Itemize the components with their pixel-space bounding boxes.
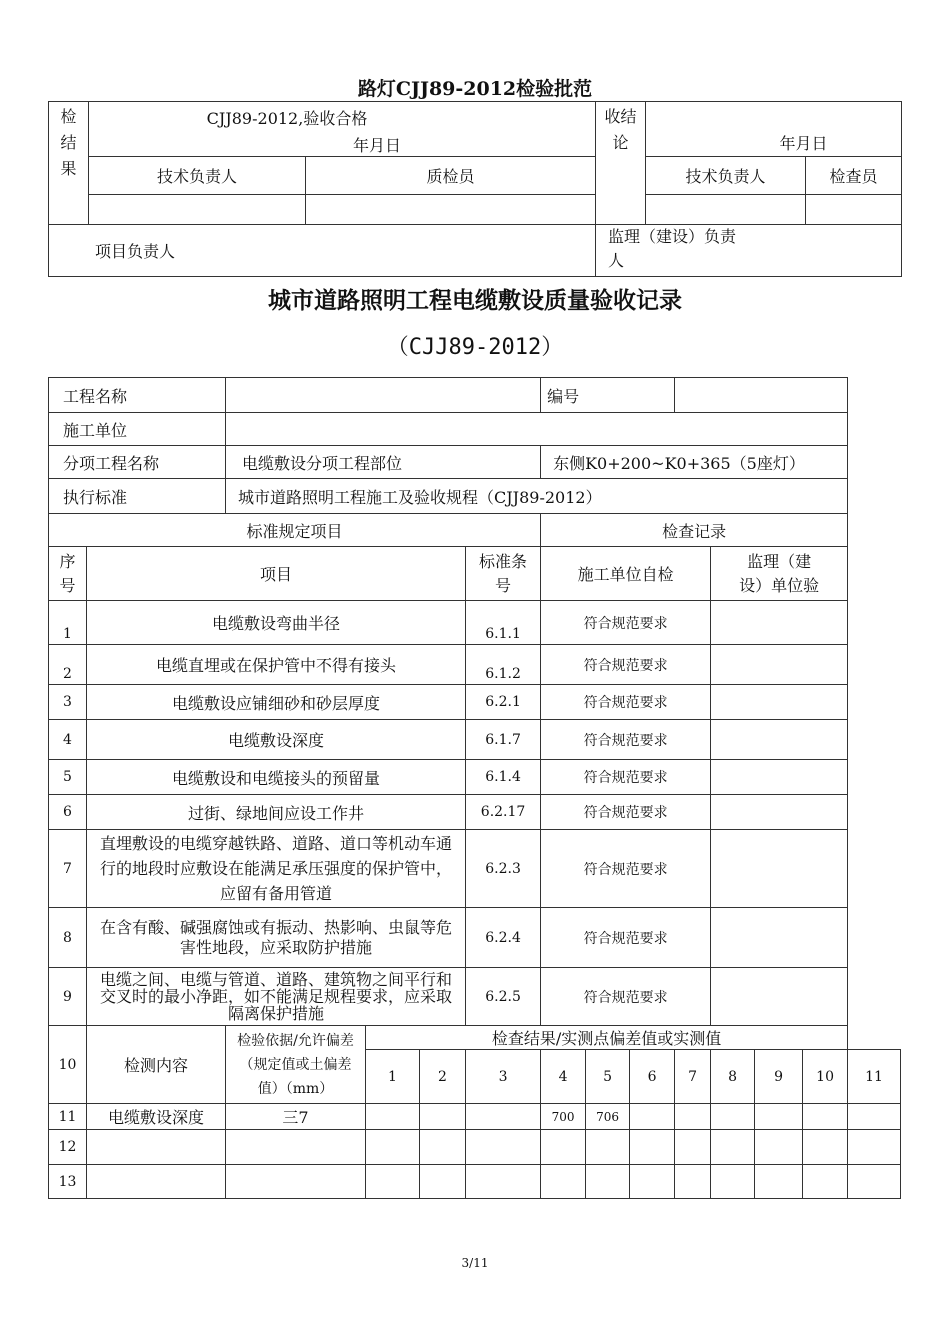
measure-col-header: 9 <box>755 1050 803 1104</box>
item-result: 符合规范要求 <box>541 685 711 720</box>
measure-value <box>420 1130 466 1165</box>
measure-value <box>675 1104 711 1130</box>
contractor-value <box>226 413 848 446</box>
measure-col-header: 3 <box>466 1050 541 1104</box>
measure-value <box>466 1165 541 1199</box>
measure-col-header: 8 <box>711 1050 755 1104</box>
measure-value <box>466 1130 541 1165</box>
table-row <box>49 720 901 760</box>
record-table <box>48 377 901 1199</box>
measure-no: 11 <box>49 1104 87 1130</box>
measure-basis-header: 检验依据/允许偏差 （规定值或土偏差 值）（mm） <box>226 1026 366 1104</box>
item-no: 1 <box>49 601 87 645</box>
item-clause: 6.2.1 <box>466 685 541 720</box>
table-row <box>49 1165 901 1199</box>
item-result: 符合规范要求 <box>541 601 711 645</box>
measure-value <box>541 1165 586 1199</box>
measure-basis: 三7 <box>226 1104 366 1130</box>
measure-value <box>630 1104 675 1130</box>
subitem-label: 分项工程名称 <box>49 446 226 479</box>
item-result: 符合规范要求 <box>541 830 711 908</box>
item-supervisor-cell <box>711 968 848 1026</box>
item-result: 符合规范要求 <box>541 645 711 685</box>
acceptance-conclusion-label: 收结 论 <box>596 102 646 225</box>
table-row <box>49 685 901 720</box>
item-no: 8 <box>49 908 87 968</box>
measure-no: 12 <box>49 1130 87 1165</box>
qc-inspector-signature <box>306 195 596 225</box>
signoff-table <box>48 101 902 277</box>
item-no: 4 <box>49 720 87 760</box>
measure-value <box>675 1165 711 1199</box>
inspector-signature <box>806 195 902 225</box>
measure-value <box>541 1130 586 1165</box>
table-row <box>49 908 901 968</box>
item-text: 电缆敷设和电缆接头的预留量 <box>87 760 466 795</box>
number-value <box>675 378 848 413</box>
measure-value <box>848 1130 901 1165</box>
item-text: 在含有酸、碱强腐蚀或有振动、热影响、虫鼠等危害性地段，应采取防护措施 <box>87 908 466 968</box>
contractor-label: 施工单位 <box>49 413 226 446</box>
table-row <box>49 760 901 795</box>
item-clause: 6.1.4 <box>466 760 541 795</box>
measure-no: 13 <box>49 1165 87 1199</box>
project-name-value <box>226 378 541 413</box>
measure-col-header: 11 <box>848 1050 901 1104</box>
measure-value <box>755 1104 803 1130</box>
measure-value <box>366 1165 420 1199</box>
item-supervisor-cell <box>711 795 848 830</box>
measure-value <box>630 1165 675 1199</box>
measure-value <box>803 1130 848 1165</box>
item-clause: 6.2.4 <box>466 908 541 968</box>
document-code: （CJJ89-2012） <box>386 335 564 360</box>
item-text: 电缆直埋或在保护管中不得有接头 <box>87 645 466 685</box>
item-clause: 6.1.7 <box>466 720 541 760</box>
measure-value <box>803 1165 848 1199</box>
tech-lead-label: 技术负责人 <box>89 157 306 195</box>
item-no: 7 <box>49 830 87 908</box>
item-supervisor-cell <box>711 720 848 760</box>
measure-value <box>755 1165 803 1199</box>
measure-value <box>420 1104 466 1130</box>
measure-value: 706 <box>586 1104 630 1130</box>
document-title: 城市道路照明工程电缆敷设质量验收记录 <box>268 288 682 314</box>
item-no: 5 <box>49 760 87 795</box>
clause-header: 标准条 号 <box>466 547 541 601</box>
measure-value <box>466 1104 541 1130</box>
tech-lead-label-2: 技术负责人 <box>646 157 806 195</box>
standard-label: 执行标准 <box>49 479 226 514</box>
standard-value: 城市道路照明工程施工及验收规程（CJJ89-2012） <box>226 479 848 514</box>
inspection-result-label: 检 结 果 <box>49 102 89 225</box>
measure-value <box>848 1165 901 1199</box>
measure-value <box>420 1165 466 1199</box>
item-clause: 6.2.5 <box>466 968 541 1026</box>
seq-header: 序 号 <box>49 547 87 601</box>
table-row <box>49 601 901 645</box>
measure-value: 700 <box>541 1104 586 1130</box>
item-text: 过街、绿地间应设工作井 <box>87 795 466 830</box>
table-row <box>49 795 901 830</box>
item-result: 符合规范要求 <box>541 795 711 830</box>
item-clause: 6.2.17 <box>466 795 541 830</box>
tech-lead-signature <box>89 195 306 225</box>
inspector-label: 检查员 <box>806 157 902 195</box>
item-result: 符合规范要求 <box>541 760 711 795</box>
location-value: 东侧K0+200~K0+365（5座灯） <box>541 446 848 479</box>
measure-value <box>675 1130 711 1165</box>
item-text: 电缆之间、电缆与管道、道路、建筑物之间平行和交叉时的最小净距，如不能满足规程要求，应采取隔离保护措施 <box>87 968 466 1026</box>
table-row <box>49 830 901 908</box>
measure-value <box>755 1130 803 1165</box>
measure-col-header: 1 <box>366 1050 420 1104</box>
measure-col-header: 2 <box>420 1050 466 1104</box>
self-check-header: 施工单位自检 <box>541 547 711 601</box>
measure-value <box>586 1130 630 1165</box>
number-label: 编号 <box>541 378 675 413</box>
item-no: 9 <box>49 968 87 1026</box>
item-no: 6 <box>49 795 87 830</box>
measure-col-header: 6 <box>630 1050 675 1104</box>
item-header: 项目 <box>87 547 466 601</box>
item-no: 2 <box>49 645 87 685</box>
item-result: 符合规范要求 <box>541 908 711 968</box>
measure-value <box>630 1130 675 1165</box>
measure-value <box>586 1165 630 1199</box>
item-supervisor-cell <box>711 645 848 685</box>
measure-value <box>848 1104 901 1130</box>
standard-items-header: 标准规定项目 <box>49 514 541 547</box>
measure-content <box>87 1165 226 1199</box>
measure-basis <box>226 1165 366 1199</box>
check-record-header: 检查记录 <box>541 514 848 547</box>
subitem-value: 电缆敷设分项工程部位 <box>226 446 541 479</box>
item-text: 直埋敷设的电缆穿越铁路、道路、道口等机动车通行的地段时应敷设在能满足承压强度的保护管中，应留有备用管道 <box>87 830 466 908</box>
item-clause: 6.1.1 <box>466 601 541 645</box>
measure-col-header: 7 <box>675 1050 711 1104</box>
item-no: 3 <box>49 685 87 720</box>
measure-value <box>711 1165 755 1199</box>
page-number: 3/11 <box>461 1256 489 1270</box>
project-name-label: 工程名称 <box>49 378 226 413</box>
qc-inspector-label: 质检员 <box>306 157 596 195</box>
measure-content-header: 检测内容 <box>87 1026 226 1104</box>
item-result: 符合规范要求 <box>541 720 711 760</box>
measure-col-header: 4 <box>541 1050 586 1104</box>
measure-value <box>711 1104 755 1130</box>
measure-row-no: 10 <box>49 1026 87 1104</box>
measure-col-header: 5 <box>586 1050 630 1104</box>
item-supervisor-cell <box>711 760 848 795</box>
measure-value <box>366 1104 420 1130</box>
measure-basis <box>226 1130 366 1165</box>
measure-value <box>803 1104 848 1130</box>
supervisor-lead-label: 监理（建设）负责 人 <box>596 225 902 277</box>
measure-content <box>87 1130 226 1165</box>
inspection-result-cell <box>89 102 596 157</box>
table-row <box>49 1104 901 1130</box>
table-row <box>49 645 901 685</box>
item-supervisor-cell <box>711 601 848 645</box>
supervisor-check-header: 监理（建 设）单位验 <box>711 547 848 601</box>
header-title: 路灯CJJ89-2012检验批范 <box>357 78 593 100</box>
item-text: 电缆敷设应铺细砂和砂层厚度 <box>87 685 466 720</box>
item-text: 电缆敷设深度 <box>87 720 466 760</box>
inspection-result-text: CJJ89-2012,验收合格 <box>206 109 368 128</box>
item-supervisor-cell <box>711 830 848 908</box>
item-result: 符合规范要求 <box>541 968 711 1026</box>
inspection-result-date: 年月日 <box>352 136 401 155</box>
measure-value <box>711 1130 755 1165</box>
measure-content: 电缆敷设深度 <box>87 1104 226 1130</box>
measure-col-header: 10 <box>803 1050 848 1104</box>
measure-value <box>366 1130 420 1165</box>
item-clause: 6.1.2 <box>466 645 541 685</box>
item-text: 电缆敷设弯曲半径 <box>87 601 466 645</box>
table-row <box>49 1130 901 1165</box>
project-lead-label: 项目负责人 <box>49 225 596 277</box>
item-clause: 6.2.3 <box>466 830 541 908</box>
tech-lead-signature-2 <box>646 195 806 225</box>
item-supervisor-cell <box>711 685 848 720</box>
table-row <box>49 968 901 1026</box>
measure-result-header: 检查结果/实测点偏差值或实测值 <box>366 1026 848 1050</box>
item-supervisor-cell <box>711 908 848 968</box>
acceptance-conclusion-date: 年月日 <box>646 102 902 157</box>
